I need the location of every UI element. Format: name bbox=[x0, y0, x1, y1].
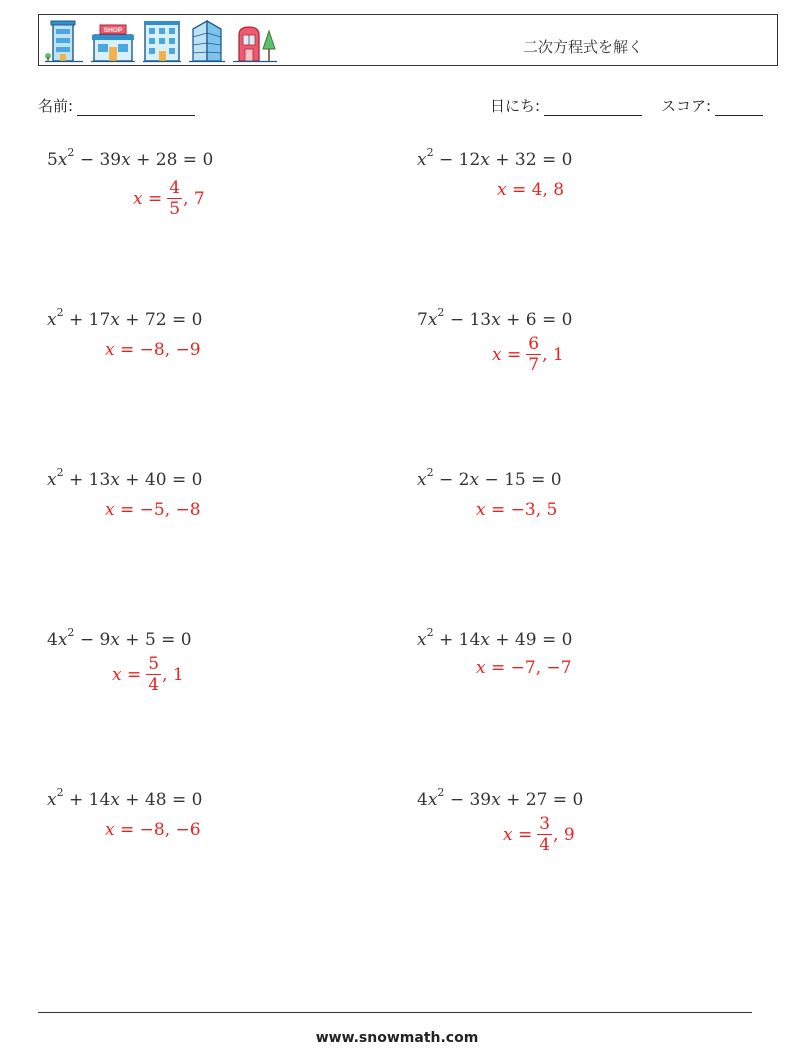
denominator: 7 bbox=[528, 355, 540, 375]
equals-sign: = bbox=[512, 825, 533, 845]
equation bbox=[47, 146, 214, 170]
header-icons bbox=[45, 19, 277, 63]
answer-variable: x bbox=[105, 820, 115, 840]
variable: x bbox=[491, 310, 501, 330]
equals-sign: = bbox=[142, 189, 163, 209]
answer bbox=[476, 500, 557, 520]
variable: x bbox=[417, 630, 427, 650]
answer bbox=[492, 336, 564, 374]
term: − 15 = 0 bbox=[479, 470, 562, 490]
term: − 9 bbox=[74, 630, 111, 650]
answer-values: = −8, −6 bbox=[114, 820, 201, 840]
term: − 2 bbox=[433, 470, 470, 490]
date-label: 日にち: bbox=[490, 97, 541, 115]
equation bbox=[417, 466, 562, 490]
apartment-building-icon bbox=[143, 19, 181, 63]
answer bbox=[112, 656, 184, 694]
shop-icon bbox=[91, 23, 135, 63]
exponent: 2 bbox=[437, 306, 445, 319]
equation bbox=[417, 626, 573, 650]
answer-values: = −3, 5 bbox=[485, 500, 558, 520]
denominator: 5 bbox=[169, 199, 181, 219]
worksheet-title: 二次方程式を解く bbox=[523, 38, 644, 56]
glass-skyscraper-icon bbox=[189, 19, 225, 63]
footer-url: www.snowmath.com bbox=[315, 1030, 479, 1046]
term: + 13 bbox=[63, 470, 111, 490]
exponent: 2 bbox=[426, 466, 434, 479]
answer-variable: x bbox=[492, 345, 502, 365]
exponent: 2 bbox=[426, 626, 434, 639]
shop-sign-text: SHOP bbox=[103, 27, 123, 34]
answer bbox=[105, 500, 201, 520]
variable: x bbox=[480, 150, 490, 170]
answer bbox=[105, 820, 201, 840]
fraction bbox=[537, 816, 552, 854]
equation bbox=[47, 306, 203, 330]
numerator: 6 bbox=[528, 334, 540, 354]
answer-variable: x bbox=[105, 500, 115, 520]
exponent: 2 bbox=[56, 466, 64, 479]
numerator: 3 bbox=[539, 814, 551, 834]
answer-values: = 4, 8 bbox=[506, 180, 565, 200]
exponent: 2 bbox=[67, 626, 75, 639]
variable: x bbox=[57, 150, 68, 170]
term: + 28 = 0 bbox=[130, 150, 214, 170]
fraction bbox=[167, 180, 182, 218]
term: + 32 = 0 bbox=[489, 150, 573, 170]
numerator: 4 bbox=[169, 178, 181, 198]
exponent: 2 bbox=[56, 786, 64, 799]
variable: x bbox=[121, 150, 131, 170]
term: + 72 = 0 bbox=[119, 310, 203, 330]
answer-values: = −8, −9 bbox=[114, 340, 201, 360]
date-field bbox=[490, 95, 642, 116]
name-label: 名前: bbox=[38, 97, 74, 115]
answer-variable: x bbox=[105, 340, 115, 360]
equation bbox=[417, 146, 573, 170]
coefficient: 4 bbox=[417, 790, 428, 810]
variable: x bbox=[417, 150, 427, 170]
answer-values: = −5, −8 bbox=[114, 500, 201, 520]
variable: x bbox=[110, 470, 120, 490]
answer-rest: , 9 bbox=[553, 825, 575, 845]
term: − 12 bbox=[433, 150, 481, 170]
term: − 13 bbox=[444, 310, 492, 330]
variable: x bbox=[57, 630, 68, 650]
variable: x bbox=[47, 790, 57, 810]
worksheet-header bbox=[38, 14, 778, 66]
variable: x bbox=[110, 310, 120, 330]
answer-values: = −7, −7 bbox=[485, 658, 572, 678]
term: + 40 = 0 bbox=[119, 470, 203, 490]
exponent: 2 bbox=[426, 146, 434, 159]
footer-divider bbox=[38, 1012, 752, 1013]
answer-variable: x bbox=[133, 189, 143, 209]
variable: x bbox=[110, 630, 120, 650]
equation bbox=[417, 786, 584, 810]
term: + 27 = 0 bbox=[500, 790, 584, 810]
answer bbox=[497, 180, 564, 200]
office-tower-icon bbox=[45, 19, 83, 63]
exponent: 2 bbox=[67, 146, 75, 159]
answer-variable: x bbox=[476, 658, 486, 678]
score-field bbox=[661, 95, 763, 116]
answer-rest: , 7 bbox=[183, 189, 205, 209]
coefficient: 5 bbox=[47, 150, 58, 170]
equation bbox=[417, 306, 573, 330]
term: − 39 bbox=[74, 150, 122, 170]
score-blank[interactable] bbox=[715, 99, 763, 116]
equation bbox=[47, 786, 203, 810]
answer-rest: , 1 bbox=[162, 665, 184, 685]
term: + 17 bbox=[63, 310, 111, 330]
answer-variable: x bbox=[503, 825, 513, 845]
denominator: 4 bbox=[148, 675, 160, 695]
numerator: 5 bbox=[148, 654, 160, 674]
fraction bbox=[526, 336, 541, 374]
term: + 14 bbox=[63, 790, 111, 810]
date-blank[interactable] bbox=[544, 99, 642, 116]
term: + 48 = 0 bbox=[119, 790, 203, 810]
variable: x bbox=[469, 470, 480, 490]
answer-variable: x bbox=[112, 665, 122, 685]
variable: x bbox=[47, 470, 57, 490]
term: + 5 = 0 bbox=[119, 630, 192, 650]
name-blank[interactable] bbox=[77, 99, 195, 116]
exponent: 2 bbox=[437, 786, 445, 799]
answer-variable: x bbox=[497, 180, 507, 200]
equation bbox=[47, 626, 192, 650]
term: + 14 bbox=[433, 630, 481, 650]
term: + 6 = 0 bbox=[500, 310, 573, 330]
coefficient: 7 bbox=[417, 310, 428, 330]
small-house-with-tree-icon bbox=[233, 23, 277, 63]
variable: x bbox=[417, 470, 427, 490]
variable: x bbox=[47, 310, 57, 330]
equals-sign: = bbox=[501, 345, 522, 365]
variable: x bbox=[427, 310, 438, 330]
equals-sign: = bbox=[121, 665, 142, 685]
name-field bbox=[38, 95, 195, 116]
answer-variable: x bbox=[476, 500, 486, 520]
fraction bbox=[146, 656, 161, 694]
equation bbox=[47, 466, 203, 490]
variable: x bbox=[480, 630, 490, 650]
answer bbox=[503, 816, 575, 854]
variable: x bbox=[110, 790, 120, 810]
coefficient: 4 bbox=[47, 630, 58, 650]
denominator: 4 bbox=[539, 835, 551, 855]
variable: x bbox=[427, 790, 438, 810]
score-label: スコア: bbox=[661, 97, 712, 115]
variable: x bbox=[491, 790, 501, 810]
answer-rest: , 1 bbox=[542, 345, 564, 365]
exponent: 2 bbox=[56, 306, 64, 319]
answer bbox=[476, 658, 572, 678]
term: − 39 bbox=[444, 790, 492, 810]
answer bbox=[105, 340, 201, 360]
answer bbox=[133, 180, 205, 218]
term: + 49 = 0 bbox=[489, 630, 573, 650]
